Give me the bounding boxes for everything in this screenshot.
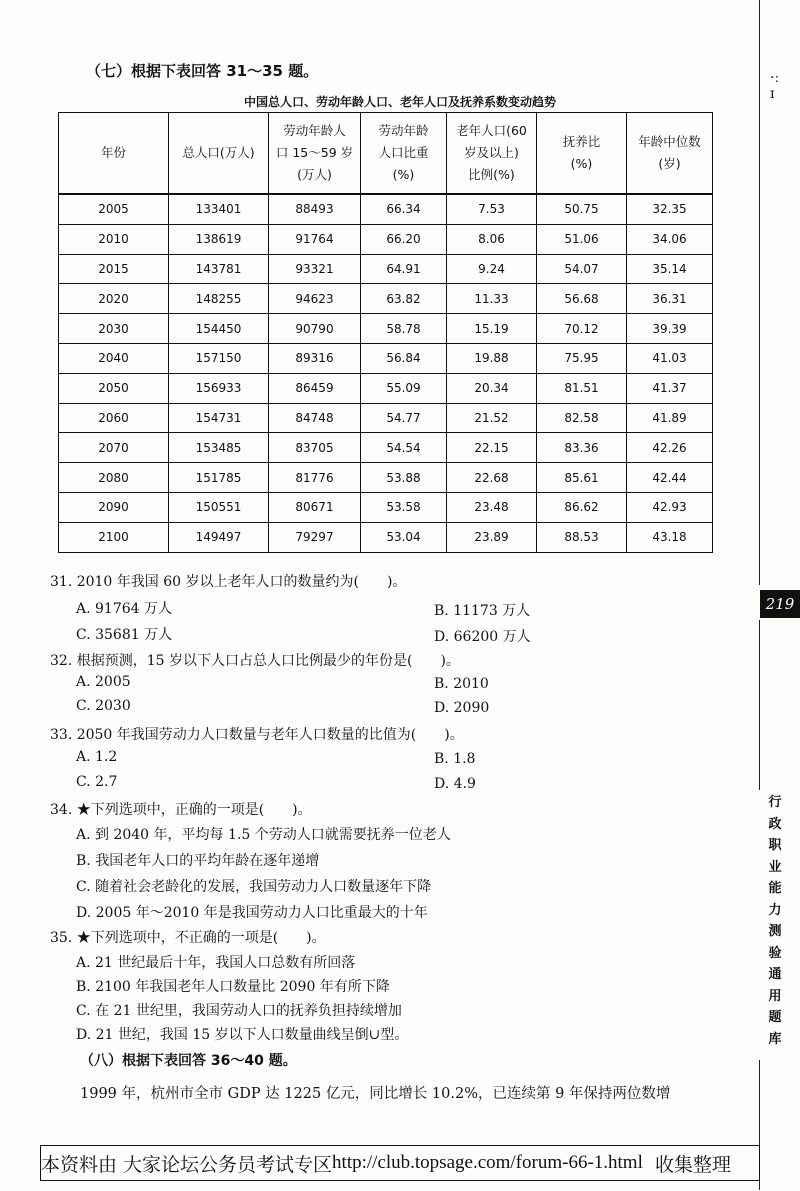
table-cell: 42.26 [627, 433, 713, 463]
table-cell: 143781 [169, 254, 269, 284]
vertical-char: 测 [768, 924, 782, 939]
table-header-line: 年份 [100, 145, 126, 160]
table-cell: 153485 [169, 433, 269, 463]
question-35-option-a: A. 21 世纪最后十年，我国人口总数有所回落 [76, 955, 356, 971]
page-number-tab: 219 [760, 590, 800, 618]
table-cell: 138619 [169, 224, 269, 254]
table-cell: 9.24 [447, 254, 537, 284]
table-cell: 154731 [169, 403, 269, 433]
table-row [59, 284, 713, 314]
table-row [59, 433, 713, 463]
question-35-stem: 35. ★下列选项中，不正确的一项是( )。 [50, 930, 326, 946]
table-caption: 中国总人口、劳动年龄人口、老年人口及抚养系数变动趋势 [243, 95, 556, 109]
table-cell: 53.88 [361, 463, 447, 493]
table-row [59, 194, 713, 224]
section-8-intro: 1999 年，杭州市全市 GDP 达 1225 亿元，同比增长 10.2%，已连续第 9 年保持两位数增 [80, 1086, 671, 1102]
table-cell: 2080 [59, 463, 169, 493]
question-35-option-c: C. 在 21 世纪里，我国劳动人口的抚养负担持续增加 [76, 1003, 402, 1019]
vertical-char: 库 [768, 1031, 782, 1047]
table-cell: 23.89 [447, 522, 537, 552]
question-32-option-a: A. 2005 [76, 674, 131, 690]
table-cell: 2040 [59, 343, 169, 373]
table-cell: 93321 [269, 254, 361, 284]
table-cell: 150551 [169, 492, 269, 522]
question-33-option-a: A. 1.2 [76, 749, 118, 765]
table-cell: 36.31 [627, 284, 713, 314]
table-row [59, 492, 713, 522]
table-header-line: 劳动年龄 [378, 123, 429, 138]
table-cell: 32.35 [627, 194, 713, 224]
table-cell: 91764 [269, 224, 361, 254]
table-cell: 80671 [269, 492, 361, 522]
table-cell: 86459 [269, 373, 361, 403]
margin-mark: ·ː ɪ [770, 70, 780, 102]
question-31-stem: 31. 2010 年我国 60 岁以上老年人口的数量约为( )。 [50, 574, 407, 590]
table-header-line: 总人口(万人) [182, 145, 255, 160]
book-title-vertical [764, 792, 786, 1050]
table-cell: 42.44 [627, 463, 713, 493]
table-header-line: 比例(%) [468, 167, 515, 182]
question-34-option-d: D. 2005 年～2010 年是我国劳动力人口比重最大的十年 [76, 905, 428, 921]
question-34-stem: 34. ★下列选项中，正确的一项是( )。 [50, 802, 312, 818]
table-cell: 156933 [169, 373, 269, 403]
table-cell: 79297 [269, 522, 361, 552]
table-cell: 85.61 [537, 463, 627, 493]
table-header-line: 岁及以上) [464, 145, 519, 160]
table-cell: 41.03 [627, 343, 713, 373]
vertical-char: 验 [768, 945, 782, 961]
table-header-line: 年龄中位数 [638, 134, 701, 149]
table-cell: 53.58 [361, 492, 447, 522]
table-cell: 89316 [269, 343, 361, 373]
table-header-line: 抚养比 [562, 134, 601, 149]
table-cell: 2070 [59, 433, 169, 463]
question-32-stem: 32. 根据预测，15 岁以下人口占总人口比例最少的年份是( )。 [50, 653, 460, 669]
table-cell: 82.58 [537, 403, 627, 433]
table-header-line: (%) [570, 156, 593, 171]
table-cell: 66.20 [361, 224, 447, 254]
question-33-option-d: D. 4.9 [434, 776, 476, 792]
question-32-option-b: B. 2010 [434, 676, 489, 692]
table-cell: 83705 [269, 433, 361, 463]
table-cell: 94623 [269, 284, 361, 314]
table-header-line: (%) [392, 167, 415, 182]
table-cell: 2060 [59, 403, 169, 433]
table-cell: 21.52 [447, 403, 537, 433]
table-row [59, 373, 713, 403]
table-cell: 2015 [59, 254, 169, 284]
table-cell: 151785 [169, 463, 269, 493]
table-cell: 39.39 [627, 314, 713, 344]
table-cell: 43.18 [627, 522, 713, 552]
table-header-row [59, 113, 713, 195]
table-row [59, 522, 713, 552]
vertical-char: 业 [768, 859, 782, 875]
vertical-char: 职 [768, 838, 782, 853]
table-header-line: (万人) [297, 167, 332, 182]
question-34-option-a: A. 到 2040 年，平均每 1.5 个劳动人口就需要抚养一位老人 [76, 827, 451, 843]
table-cell: 2020 [59, 284, 169, 314]
question-33-option-b: B. 1.8 [434, 751, 476, 767]
footer-url[interactable]: http://club.topsage.com/forum-66-1.html [332, 1152, 643, 1173]
table-cell: 2030 [59, 314, 169, 344]
table-cell: 23.48 [447, 492, 537, 522]
table-header-cell [269, 113, 361, 195]
table-cell: 56.84 [361, 343, 447, 373]
vertical-char: 用 [768, 988, 782, 1004]
table-header-line: (岁) [658, 156, 681, 171]
table-row [59, 463, 713, 493]
table-cell: 75.95 [537, 343, 627, 373]
table-cell: 2010 [59, 224, 169, 254]
question-34-option-c: C. 随着社会老龄化的发展，我国劳动力人口数量逐年下降 [76, 879, 432, 895]
table-cell: 86.62 [537, 492, 627, 522]
table-cell: 55.09 [361, 373, 447, 403]
table-cell: 22.15 [447, 433, 537, 463]
table-cell: 54.77 [361, 403, 447, 433]
table-cell: 56.68 [537, 284, 627, 314]
table-cell: 41.37 [627, 373, 713, 403]
footer-source-text: 本资料由 大家论坛公务员考试专区 [41, 1153, 333, 1176]
table-cell: 34.06 [627, 224, 713, 254]
table-cell: 50.75 [537, 194, 627, 224]
table-cell: 58.78 [361, 314, 447, 344]
table-body [59, 194, 713, 552]
table-cell: 2005 [59, 194, 169, 224]
margin-rule-top [759, 0, 760, 585]
table-cell: 84748 [269, 403, 361, 433]
question-32-option-d: D. 2090 [434, 700, 490, 716]
question-32-option-c: C. 2030 [76, 698, 131, 714]
table-header-cell [169, 113, 269, 195]
table-cell: 83.36 [537, 433, 627, 463]
table-row [59, 254, 713, 284]
table-cell: 20.34 [447, 373, 537, 403]
table-cell: 70.12 [537, 314, 627, 344]
table-cell: 2100 [59, 522, 169, 552]
table-cell: 41.89 [627, 403, 713, 433]
table-cell: 7.53 [447, 194, 537, 224]
question-33-option-c: C. 2.7 [76, 774, 118, 790]
question-31-option-a: A. 91764 万人 [76, 601, 172, 617]
table-cell: 2090 [59, 492, 169, 522]
table-cell: 54.07 [537, 254, 627, 284]
table-cell: 149497 [169, 522, 269, 552]
table-header-line: 劳动年龄人 [283, 123, 346, 138]
table-cell: 19.88 [447, 343, 537, 373]
table-header-cell [537, 113, 627, 195]
vertical-char: 通 [768, 967, 782, 982]
question-33-stem: 33. 2050 年我国劳动力人口数量与老年人口数量的比值为( )。 [50, 727, 464, 743]
table-cell: 35.14 [627, 254, 713, 284]
table-cell: 154450 [169, 314, 269, 344]
footer-end-text: 收集整理 [642, 1153, 731, 1176]
table-cell: 8.06 [447, 224, 537, 254]
table-header-line: 老年人口(60 [456, 123, 527, 138]
table-cell: 63.82 [361, 284, 447, 314]
table-cell: 81776 [269, 463, 361, 493]
margin-rule-middle [759, 620, 760, 790]
table-header-line: 人口比重 [378, 145, 429, 160]
table-cell: 51.06 [537, 224, 627, 254]
table-row [59, 343, 713, 373]
table-cell: 2050 [59, 373, 169, 403]
table-cell: 15.19 [447, 314, 537, 344]
section-7-title: （七）根据下表回答 31～35 题。 [86, 62, 319, 80]
table-cell: 90790 [269, 314, 361, 344]
vertical-char: 力 [768, 902, 782, 918]
table-row [59, 403, 713, 433]
question-35-option-b: B. 2100 年我国老年人口数量比 2090 年有所下降 [76, 979, 390, 995]
section-8-title: （八）根据下表回答 36～40 题。 [80, 1053, 297, 1069]
table-cell: 133401 [169, 194, 269, 224]
vertical-char: 能 [768, 881, 782, 896]
question-35-option-d: D. 21 世纪，我国 15 岁以下人口数量曲线呈倒∪型。 [76, 1027, 409, 1043]
table-cell: 42.93 [627, 492, 713, 522]
table-cell: 66.34 [361, 194, 447, 224]
question-31-option-d: D. 66200 万人 [434, 629, 531, 645]
table-header-cell [447, 113, 537, 195]
table-header-cell [627, 113, 713, 195]
table-cell: 54.54 [361, 433, 447, 463]
table-cell: 81.51 [537, 373, 627, 403]
table-cell: 53.04 [361, 522, 447, 552]
table-cell: 88.53 [537, 522, 627, 552]
table-cell: 88493 [269, 194, 361, 224]
question-31-option-c: C. 35681 万人 [76, 627, 173, 643]
question-34-option-b: B. 我国老年人口的平均年龄在逐年递增 [76, 853, 320, 869]
table-cell: 148255 [169, 284, 269, 314]
table-header-line: 口 15～59 岁 [275, 145, 354, 160]
table-row [59, 224, 713, 254]
table-row [59, 314, 713, 344]
vertical-char: 行 [768, 795, 782, 810]
population-table [58, 112, 713, 553]
table-cell: 11.33 [447, 284, 537, 314]
question-31-option-b: B. 11173 万人 [434, 603, 531, 619]
table-cell: 157150 [169, 343, 269, 373]
footer-banner [40, 1145, 760, 1181]
table-cell: 64.91 [361, 254, 447, 284]
table-header-cell [59, 113, 169, 195]
table-header-cell [361, 113, 447, 195]
vertical-char: 政 [768, 816, 782, 832]
vertical-char: 题 [768, 1010, 782, 1025]
table-cell: 22.68 [447, 463, 537, 493]
